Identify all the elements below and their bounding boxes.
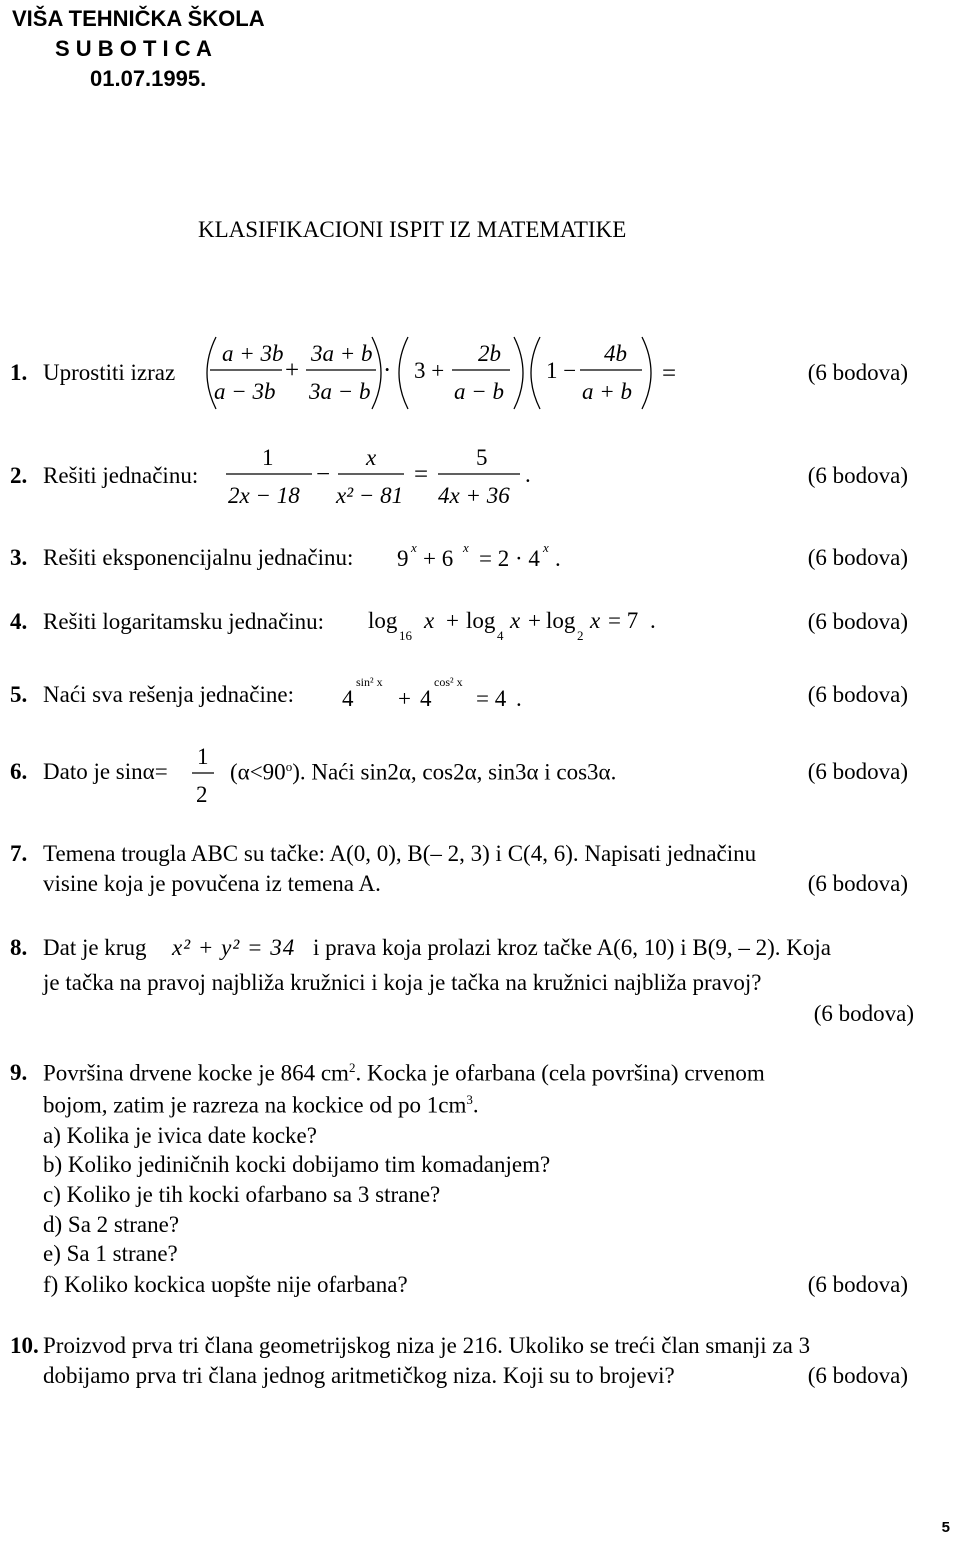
svg-text:= 2 · 4: = 2 · 4 <box>479 546 540 571</box>
svg-text:9: 9 <box>397 546 409 571</box>
p2-end: . <box>525 462 531 487</box>
problem-2-number: 2. <box>10 463 28 488</box>
p1-num1: a + 3b <box>222 341 284 366</box>
school-name: VIŠA TEHNIČKA ŠKOLA <box>12 6 265 31</box>
problem-8-line1b: i prava koja prolazi kroz tačke A(6, 10) i B(9, – 2). Koja <box>313 935 831 960</box>
exam-title: KLASIFIKACIONI ISPIT IZ MATEMATIKE <box>198 217 627 242</box>
problem-10-line1: Proizvod prva tri člana geometrijskog niza je 216. Ukoliko se treći član smanji za 3 <box>43 1333 811 1358</box>
problem-3-points: (6 bodova) <box>807 545 908 570</box>
problem-5-number: 5. <box>10 682 28 707</box>
problem-10-number: 10. <box>10 1333 39 1358</box>
svg-text:4: 4 <box>497 628 504 643</box>
p2-minus: − <box>316 461 331 488</box>
problem-7-number: 7. <box>10 841 28 866</box>
svg-text:x: x <box>543 540 549 555</box>
p2-num1: 1 <box>262 445 274 470</box>
svg-text:x: x <box>424 608 435 633</box>
school-city: S U B O T I C A <box>55 36 212 61</box>
problem-5-text: Naći sva rešenja jednačine: <box>43 682 294 707</box>
problem-2-expression <box>220 440 540 515</box>
svg-text:.: . <box>516 686 522 711</box>
p1-one: 1 − <box>546 358 577 383</box>
svg-text:x: x <box>590 608 601 633</box>
problem-10-line2: dobijamo prva tri člana jednog aritmetičkog niza. Koji su to brojevi? <box>43 1363 675 1388</box>
exam-date: 01.07.1995. <box>90 66 207 91</box>
svg-text:cos² x: cos² x <box>434 675 463 689</box>
problem-6-points: (6 bodova) <box>807 759 908 784</box>
problem-9-points: (6 bodova) <box>807 1272 908 1297</box>
problem-9-item-c: c) Koliko je tih kocki ofarbano sa 3 strane? <box>43 1182 441 1207</box>
problem-4-expression <box>368 600 668 650</box>
p1-num3: 2b <box>478 341 501 366</box>
problem-6-number: 6. <box>10 759 28 784</box>
problem-9-line1: Površina drvene kocke je 864 $cm^2$. Kocka je ofarbana (cela površina) crvenom <box>43 1060 765 1086</box>
svg-text:+ 6: + 6 <box>423 546 454 571</box>
svg-text:sin² x: sin² x <box>356 675 383 689</box>
p1-dot: · <box>383 357 392 384</box>
problem-3-text: Rešiti eksponencijalnu jednačinu: <box>43 545 354 570</box>
svg-text:.: . <box>650 608 656 633</box>
problem-7-points: (6 bodova) <box>807 871 908 896</box>
svg-text:= 7: = 7 <box>608 608 639 633</box>
p1-plus: + <box>285 357 300 384</box>
problem-9-item-f: f) Koliko kockica uopšte nije ofarbana? <box>43 1272 408 1297</box>
svg-text:+: + <box>528 608 541 633</box>
p2-den3: 4x + 36 <box>438 483 510 508</box>
svg-text:x: x <box>463 540 469 555</box>
problem-6-fraction <box>190 740 216 808</box>
p2-num3: 5 <box>476 445 488 470</box>
p1-den4: a + b <box>582 379 633 404</box>
problem-9-item-d: d) Sa 2 strane? <box>43 1212 180 1237</box>
problem-5-points: (6 bodova) <box>807 682 908 707</box>
p2-den2: x² − 81 <box>336 483 404 508</box>
problem-9-item-b: b) Koliko jediničnih kocki dobijamo tim komadanjem? <box>43 1152 551 1177</box>
p1-num2: 3a + b <box>311 341 373 366</box>
problem-1-text: Uprostiti izraz <box>43 360 176 385</box>
problem-1-expression <box>196 333 666 413</box>
p1-num4: 4b <box>604 341 627 366</box>
problem-9-item-a: a) Kolika je ivica date kocke? <box>43 1123 317 1148</box>
svg-text:2: 2 <box>196 782 208 807</box>
problem-8-points: (6 bodova) <box>813 1001 914 1026</box>
problem-9-number: 9. <box>10 1060 28 1085</box>
p2-eq: = <box>414 461 429 488</box>
svg-text:x: x <box>510 608 521 633</box>
p1-den2: 3a − b <box>309 379 371 404</box>
p1-den1: a − 3b <box>214 379 276 404</box>
p1-den3: a − b <box>454 379 505 404</box>
problem-4-points: (6 bodova) <box>807 609 908 634</box>
svg-text:+: + <box>398 686 411 711</box>
svg-text:4: 4 <box>420 686 432 711</box>
problem-10-points: (6 bodova) <box>807 1363 908 1388</box>
problem-8-line1a: Dat je krug <box>43 935 147 960</box>
problem-8-line2: je tačka na pravoj najbliža kružnici i koja je tačka na kružnici najbliža pravoj? <box>43 970 762 995</box>
p2-num2: x <box>366 445 377 470</box>
problem-9-item-e: e) Sa 1 strane? <box>43 1241 178 1266</box>
problem-8-number: 8. <box>10 935 28 960</box>
problem-6-text-b: $(\alpha<90^o)$. Naći sin2α, cos2α, sin3α i cos3α. <box>230 759 617 785</box>
problem-1-number: 1. <box>10 360 28 385</box>
problem-1-points: (6 bodova) <box>807 360 908 385</box>
page-number: 5 <box>941 1519 950 1536</box>
problem-4-number: 4. <box>10 609 28 634</box>
problem-3-number: 3. <box>10 545 28 570</box>
svg-text:x: x <box>411 540 417 555</box>
problem-5-expression <box>340 668 540 712</box>
svg-text:= 4: = 4 <box>476 686 507 711</box>
svg-text:log: log <box>368 608 398 633</box>
p1-equals: = <box>662 360 677 387</box>
problem-6-text-a: Dato je sinα= <box>43 759 168 784</box>
svg-text:+: + <box>446 608 459 633</box>
svg-text:1: 1 <box>197 744 209 769</box>
p2-den1: 2x − 18 <box>228 483 300 508</box>
problem-9-line2: bojom, zatim je razreza na kockice od po $1cm^3$. <box>43 1092 479 1118</box>
problem-7-line2: visine koja je povučena iz temena A. <box>43 871 381 896</box>
problem-3-expression <box>395 536 575 572</box>
svg-text:2: 2 <box>577 628 584 643</box>
svg-text:16: 16 <box>399 628 412 643</box>
p1-three: 3 + <box>414 358 445 383</box>
problem-2-points: (6 bodova) <box>807 463 908 488</box>
svg-text:log: log <box>546 608 576 633</box>
svg-text:4: 4 <box>342 686 354 711</box>
problem-7-line1: Temena trougla ABC su tačke: A(0, 0), B(– 2, 3) i C(4, 6). Napisati jednačinu <box>43 841 757 866</box>
problem-2-text: Rešiti jednačinu: <box>43 463 199 488</box>
problem-8-circle-equation: x² + y² = 34 <box>172 935 296 960</box>
svg-text:log: log <box>466 608 496 633</box>
svg-text:.: . <box>555 546 561 571</box>
problem-4-text: Rešiti logaritamsku jednačinu: <box>43 609 325 634</box>
